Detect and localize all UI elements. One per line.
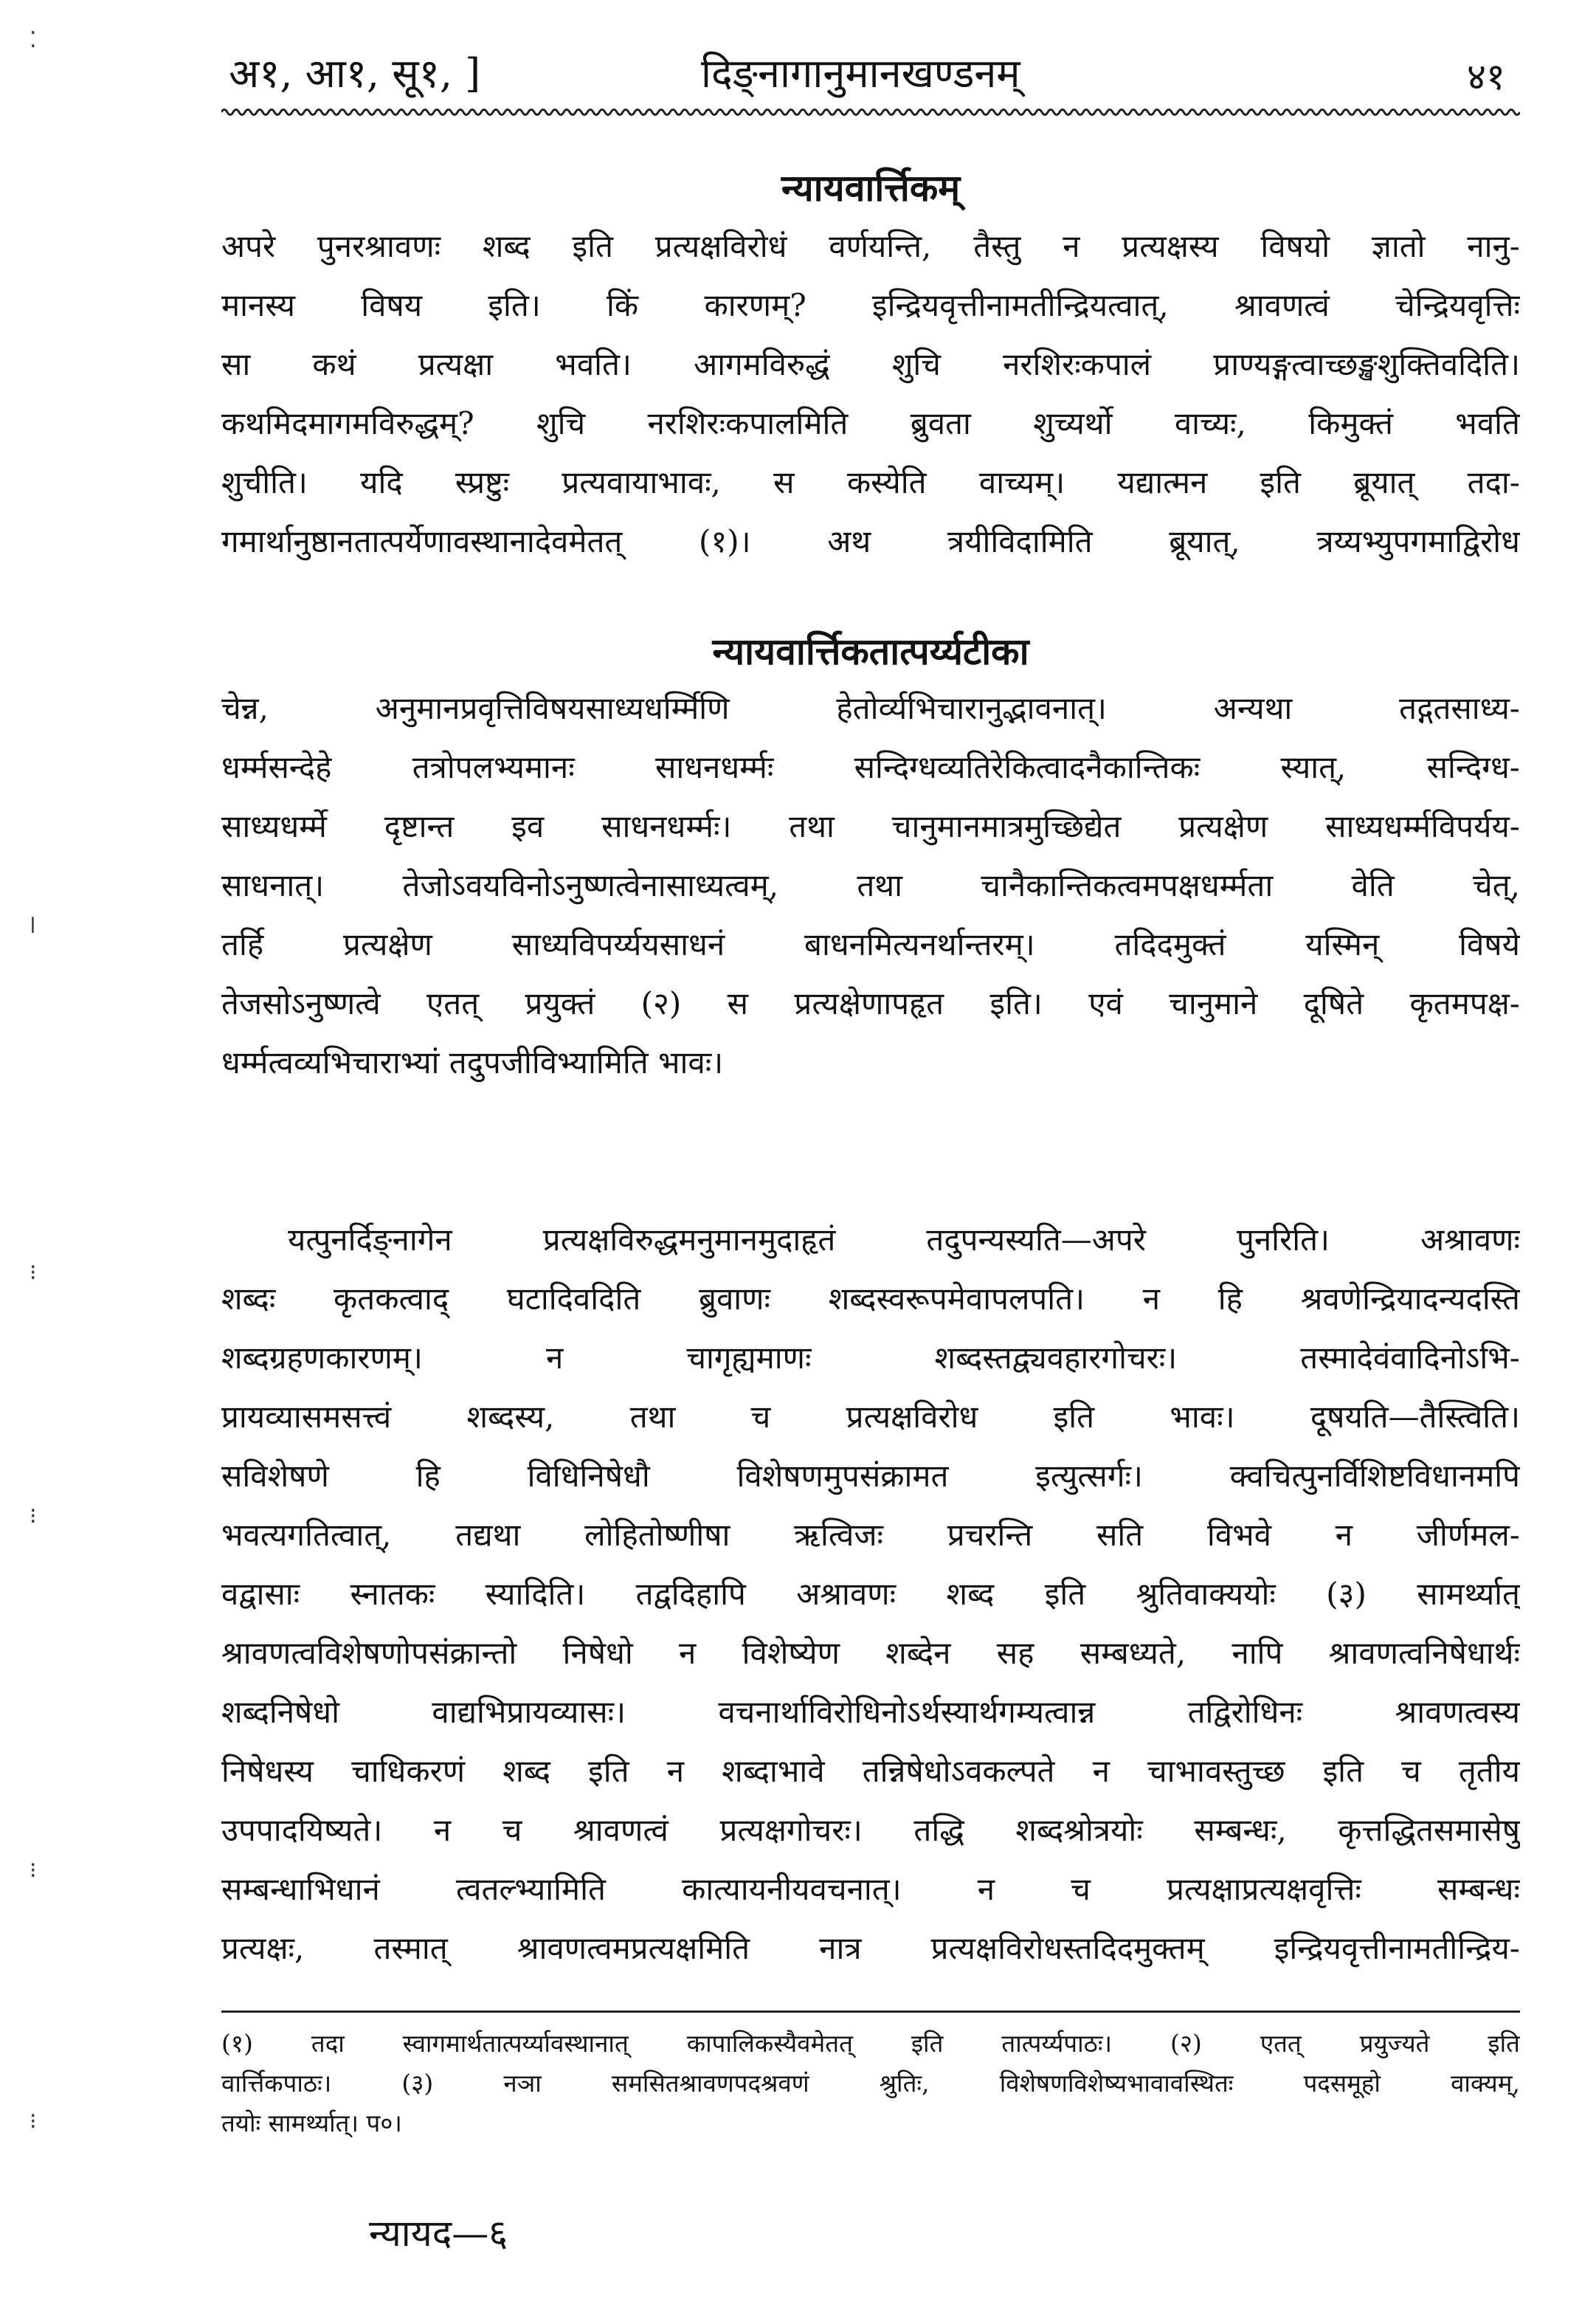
- running-header: [221, 37, 1520, 103]
- margin-mark: ⁚: [30, 27, 37, 53]
- tika-paragraph-2: [221, 1210, 1520, 1978]
- text-line: उपपादयिष्यते। न च श्रावणत्वं प्रत्यक्षगोचरः। तद्धि शब्दश्रोत्रयोः सम्बन्धः, कृत्तद्धितसमासेषु: [221, 1812, 1520, 1848]
- text-line: यत्पुनर्दिङ्नागेन प्रत्यक्षविरुद्धमनुमानमुदाहृतं तदुपन्यस्यति—अपरे पुनरिति। अश्रावणः: [288, 1221, 1520, 1258]
- varttika-text: [221, 217, 1520, 571]
- margin-mark: ǀ: [30, 913, 36, 939]
- footnote-line: वार्त्तिकपाठः। (३) नञा समसितश्रावणपदश्रवणं श्रुतिः, विशेषणविशेष्यभावावस्थितः पदसमूहो वाक्यम्,: [221, 2069, 1520, 2098]
- text-line: सविशेषणे हि विधिनिषेधौ विशेषणमुपसंक्रामत इत्युत्सर्गः। क्वचित्पुनर्विशिष्टविधानमपि: [221, 1458, 1520, 1494]
- footnotes: [221, 2024, 1520, 2143]
- tika-paragraph-1: [221, 679, 1520, 1092]
- text-line: तेजसोऽनुष्णत्वे एतत् प्रयुक्तं (२) स प्रत्यक्षेणापहृत इति। एवं चानुमाने दूषिते कृतमपक्ष-: [221, 985, 1520, 1021]
- text-line: कथमिदमागमविरुद्धम्? शुचि नरशिरःकपालमिति ब्रुवता शुच्यर्थो वाच्यः, किमुक्तं भवति: [221, 405, 1520, 441]
- text-line: धर्म्मसन्देहे तत्रोपलभ्यमानः साधनधर्म्मः सन्दिग्धव्यतिरेकित्वादनैकान्तिकः स्यात्, सन्दिग्ध-: [221, 749, 1520, 785]
- section-heading-nyayavarttika: न्यायवार्त्तिकम्: [781, 166, 961, 210]
- page-number: ४१: [1467, 55, 1505, 98]
- text-line: साधनात्। तेजोऽवयविनोऽनुष्णत्वेनासाध्यत्वम्, तथा चानैकान्तिकत्वमपक्षधर्म्मता वेति चेत्,: [221, 867, 1520, 903]
- text-line: शुचीति। यदि स्प्रष्टुः प्रत्यवायाभावः, स कस्येति वाच्यम्। यद्यात्मन इति ब्रूयात् तदा-: [221, 464, 1520, 500]
- text-line: मानस्य विषय इति। किं कारणम्? इन्द्रियवृत्तीनामतीन्द्रियत्वात्, श्रावणत्वं चेन्द्रियवृत्तिः: [221, 287, 1520, 323]
- text-line: साध्यधर्म्मे दृष्टान्त इव साधनधर्म्मः। तथा चानुमानमात्रमुच्छिद्येत प्रत्यक्षेण साध्यधर्म्मविपर्यय-: [221, 808, 1520, 844]
- margin-mark: ⁝: [30, 1260, 37, 1286]
- text-line: वद्वासाः स्नातकः स्यादिति। तद्वदिहापि अश्रावणः शब्द इति श्रुतिवाक्ययोः (३) सामर्थ्यात्: [221, 1576, 1520, 1612]
- text-line: सा कथं प्रत्यक्षा भवति। आगमविरुद्धं शुचि नरशिरःकपालं प्राण्यङ्गत्वाच्छङ्खशुक्तिवदिति।: [221, 346, 1520, 382]
- text-line: शब्दनिषेधो वाद्यभिप्रायव्यासः। वचनार्थाविरोधिनोऽर्थस्यार्थगम्यत्वान्न तद्विरोधिनः श्रावणत्वस्य: [221, 1694, 1520, 1730]
- margin-mark: ⁝: [30, 1503, 37, 1529]
- text-line: निषेधस्य चाधिकरणं शब्द इति न शब्दाभावे तन्निषेधोऽवकल्पते न चाभावस्तुच्छ इति च तृतीय: [221, 1753, 1520, 1789]
- section-heading-tatparyatika: न्यायवार्त्तिकतात्पर्य्यटीका: [712, 630, 1029, 673]
- text-line: तर्हि प्रत्यक्षेण साध्यविपर्य्ययसाधनं बाधनमित्यनर्थान्तरम्। तदिदमुक्तं यस्मिन् विषये: [221, 926, 1520, 962]
- text-line: सम्बन्धाभिधानं त्वतल्भ्यामिति कात्यायनीयवचनात्। न च प्रत्यक्षाप्रत्यक्षवृत्तिः सम्बन्धः: [221, 1871, 1520, 1907]
- margin-mark: ⁝: [30, 1858, 37, 1884]
- margin-mark: ⁝: [30, 2109, 37, 2134]
- text-line: श्रावणत्वविशेषणोपसंक्रान्तो निषेधो न विशेष्येण शब्देन सह सम्बध्यते, नापि श्रावणत्वनिषेधार्थः: [221, 1635, 1520, 1671]
- header-title: दिङ्नागानुमानखण्डनम्: [701, 50, 1020, 97]
- footnote-separator-rule: [221, 2010, 1520, 2013]
- text-line: प्रायव्यासमसत्त्वं शब्दस्य, तथा च प्रत्यक्षविरोध इति भावः। दूषयति—तैस्त्विति।: [221, 1399, 1520, 1435]
- footnote-line: (१) तदा स्वागमार्थतात्पर्य्यावस्थानात् कापालिकस्यैवमेतत् इति तात्पर्य्यपाठः। (२) एतत् प्रयुज्यते इति: [221, 2029, 1520, 2058]
- header-section-reference: अ१, आ१, सू१, ]: [229, 50, 481, 97]
- footnote-line: तयोः सामर्थ्यात्। प०।: [221, 2109, 402, 2137]
- text-line: भवत्यगतित्वात्, तद्यथा लोहितोष्णीषा ऋत्विजः प्रचरन्ति सति विभवे न जीर्णमल-: [221, 1517, 1520, 1553]
- text-line: शब्दः कृतकत्वाद् घटादिवदिति ब्रुवाणः शब्दस्वरूपमेवापलपति। न हि श्रवणेन्द्रियादन्यदस्ति: [221, 1281, 1520, 1317]
- text-line: धर्म्मत्वव्यभिचाराभ्यां तदुपजीविभ्यामिति भावः।: [221, 1044, 724, 1081]
- header-wavy-rule: [221, 105, 1520, 120]
- text-line: अपरे पुनरश्रावणः शब्द इति प्रत्यक्षविरोधं वर्णयन्ति, तैस्तु न प्रत्यक्षस्य विषयो ज्ञातो नानु-: [221, 228, 1520, 264]
- text-line: गमार्थानुष्ठानतात्पर्येणावस्थानादेवमेतत् (१)। अथ त्रयीविदामिति ब्रूयात्, त्रय्यभ्युपगमाद्विरोध: [221, 523, 1520, 559]
- text-line: चेन्न, अनुमानप्रवृत्तिविषयसाध्यधर्म्मिणि हेतोर्व्यभिचारानुद्भावनात्। अन्यथा तद्गतसाध्य-: [221, 690, 1520, 726]
- signature-mark: न्यायद—६: [369, 2212, 508, 2255]
- text-line: प्रत्यक्षः, तस्मात् श्रावणत्वमप्रत्यक्षमिति नात्र प्रत्यक्षविरोधस्तदिदमुक्तम् इन्द्रियवृत्तीनामतीन्द्रिय-: [221, 1930, 1520, 1966]
- text-line: शब्दग्रहणकारणम्। न चागृह्यमाणः शब्दस्तद्व्यवहारगोचरः। तस्मादेवंवादिनोऽभि-: [221, 1340, 1520, 1376]
